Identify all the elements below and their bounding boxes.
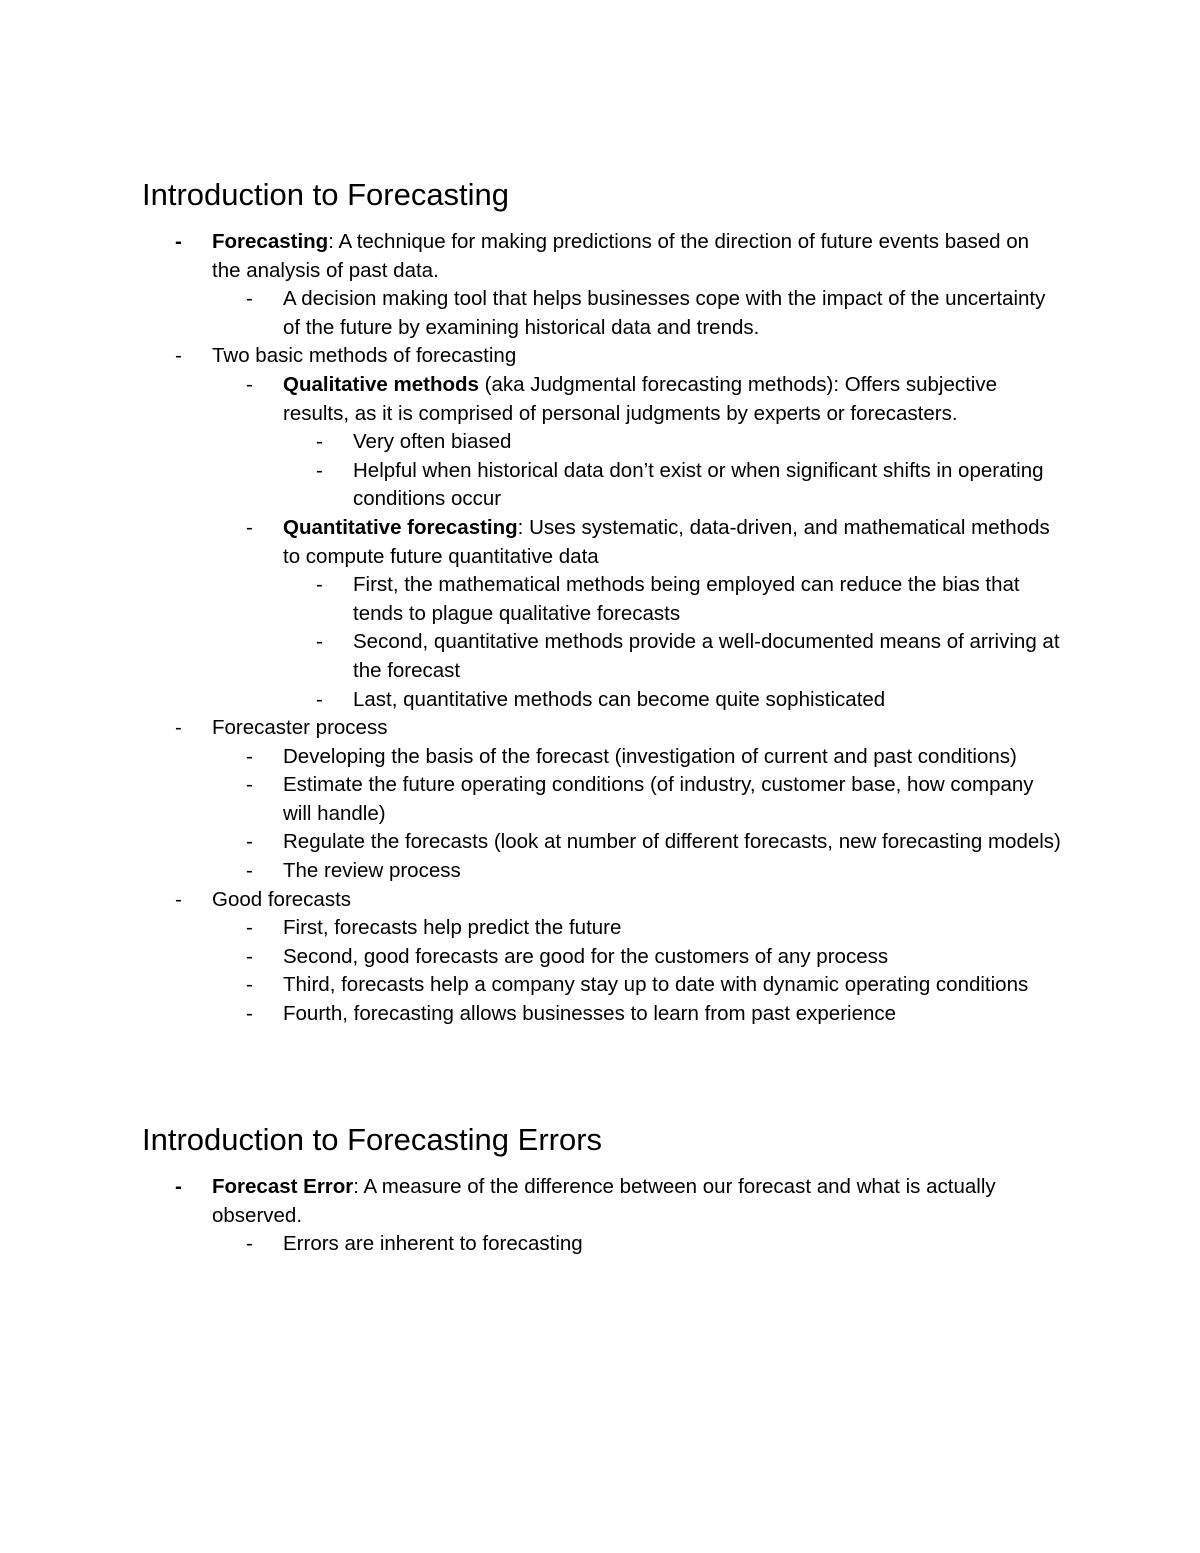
list-item: [0, 428, 1063, 457]
list-item-text: Developing the basis of the forecast (investigation of current and past conditions): [283, 744, 1017, 768]
bullet-dash: -: [316, 458, 323, 482]
list-item: [0, 285, 1063, 342]
section-list-forecasting: [0, 228, 1200, 1029]
list-item-text: : A technique for making predictions of the direction of future events based on the analysis of past data.: [212, 230, 1030, 282]
list-item-text: Errors are inherent to forecasting: [283, 1232, 583, 1256]
list-item-term: Forecast Error: [212, 1175, 354, 1198]
list-item: [0, 342, 1062, 371]
bullet-dash: -: [246, 372, 253, 396]
list-item-term: Forecasting: [212, 230, 329, 253]
bullet-dash: -: [316, 430, 323, 454]
list-item: [0, 371, 1063, 428]
list-item-text: A decision making tool that helps businesses cope with the impact of the uncertainty of the future by examining historical data and trends.: [283, 287, 1046, 339]
list-item-text: Last, quantitative methods can become quite sophisticated: [353, 687, 886, 711]
list-item: [0, 828, 1063, 857]
list-item: [0, 514, 1063, 571]
bullet-dash: -: [246, 515, 253, 539]
list-item: [0, 686, 1063, 715]
bullet-dash: -: [246, 1232, 253, 1256]
bullet-dash: -: [246, 1002, 253, 1026]
list-item-text: Fourth, forecasting allows businesses to learn from past experience: [283, 1002, 897, 1026]
bullet-dash: -: [246, 830, 253, 854]
list-item-text: First, the mathematical methods being employed can reduce the bias that tends to plague qualitative forecasts: [353, 573, 1020, 625]
bullet-dash: -: [246, 973, 253, 997]
list-item-text: First, forecasts help predict the future: [283, 916, 622, 940]
bullet-dash: -: [316, 573, 323, 597]
bullet-dash: -: [316, 630, 323, 654]
list-item: [0, 457, 1063, 514]
list-item: [0, 1173, 1062, 1230]
section-list-forecasting-errors: [0, 1173, 1200, 1259]
list-item: [0, 1000, 1063, 1029]
bullet-dash: -: [175, 344, 182, 368]
bullet-dash: -: [246, 859, 253, 883]
bullet-dash: -: [316, 687, 323, 711]
list-item: [0, 628, 1063, 685]
list-item-text: Third, forecasts help a company stay up to date with dynamic operating conditions: [283, 973, 1029, 997]
list-item-text: Good forecasts: [212, 887, 352, 911]
bullet-dash: -: [246, 773, 253, 797]
list-item-text: : A measure of the difference between our forecast and what is actually observed.: [212, 1175, 996, 1227]
list-item: [0, 886, 1062, 915]
bullet-dash: -: [246, 916, 253, 940]
list-item-text: Second, good forecasts are good for the customers of any process: [283, 944, 889, 968]
list-item-term: Quantitative forecasting: [283, 515, 518, 539]
list-item: [0, 743, 1063, 772]
list-item: [0, 857, 1063, 886]
list-item-term: Qualitative methods: [283, 372, 479, 396]
list-item: [0, 714, 1062, 743]
list-item: [0, 771, 1063, 828]
bullet-dash: -: [246, 944, 253, 968]
bullet-dash: -: [246, 287, 253, 311]
bullet-dash: -: [175, 887, 182, 911]
bullet-dash: -: [246, 744, 253, 768]
list-item-text: Helpful when historical data don’t exist or when significant shifts in operating conditions occur: [353, 458, 1044, 511]
bullet-dash: -: [175, 1175, 182, 1198]
list-item: [0, 943, 1063, 972]
list-item-text: Forecaster process: [212, 716, 388, 740]
list-item-text: Estimate the future operating conditions (of industry, customer base, how company will handle): [283, 773, 1034, 825]
list-item: [0, 914, 1063, 943]
list-item-text: Second, quantitative methods provide a well-documented means of arriving at the forecast: [353, 630, 1060, 682]
list-item: [0, 1230, 1063, 1259]
list-item: [0, 971, 1063, 1000]
list-item-text: Very often biased: [353, 430, 512, 454]
list-item-text: Regulate the forecasts (look at number of different forecasts, new forecasting models): [283, 830, 1061, 854]
list-item-text: : Uses systematic, data-driven, and mathematical methods to compute future quantitative data: [283, 515, 1050, 568]
bullet-dash: -: [175, 230, 182, 253]
list-item: [0, 228, 1062, 285]
list-item-text: (aka Judgmental forecasting methods): Offers subjective results, as it is comprised of personal judgments by experts or forecasters.: [283, 372, 998, 425]
section-heading-forecasting: Introduction to Forecasting: [142, 177, 510, 212]
section-heading-forecasting-errors: Introduction to Forecasting Errors: [142, 1122, 603, 1157]
list-item-text: The review process: [283, 859, 461, 883]
bullet-dash: -: [175, 716, 182, 740]
list-item-text: Two basic methods of forecasting: [212, 344, 517, 368]
list-item: [0, 571, 1063, 628]
